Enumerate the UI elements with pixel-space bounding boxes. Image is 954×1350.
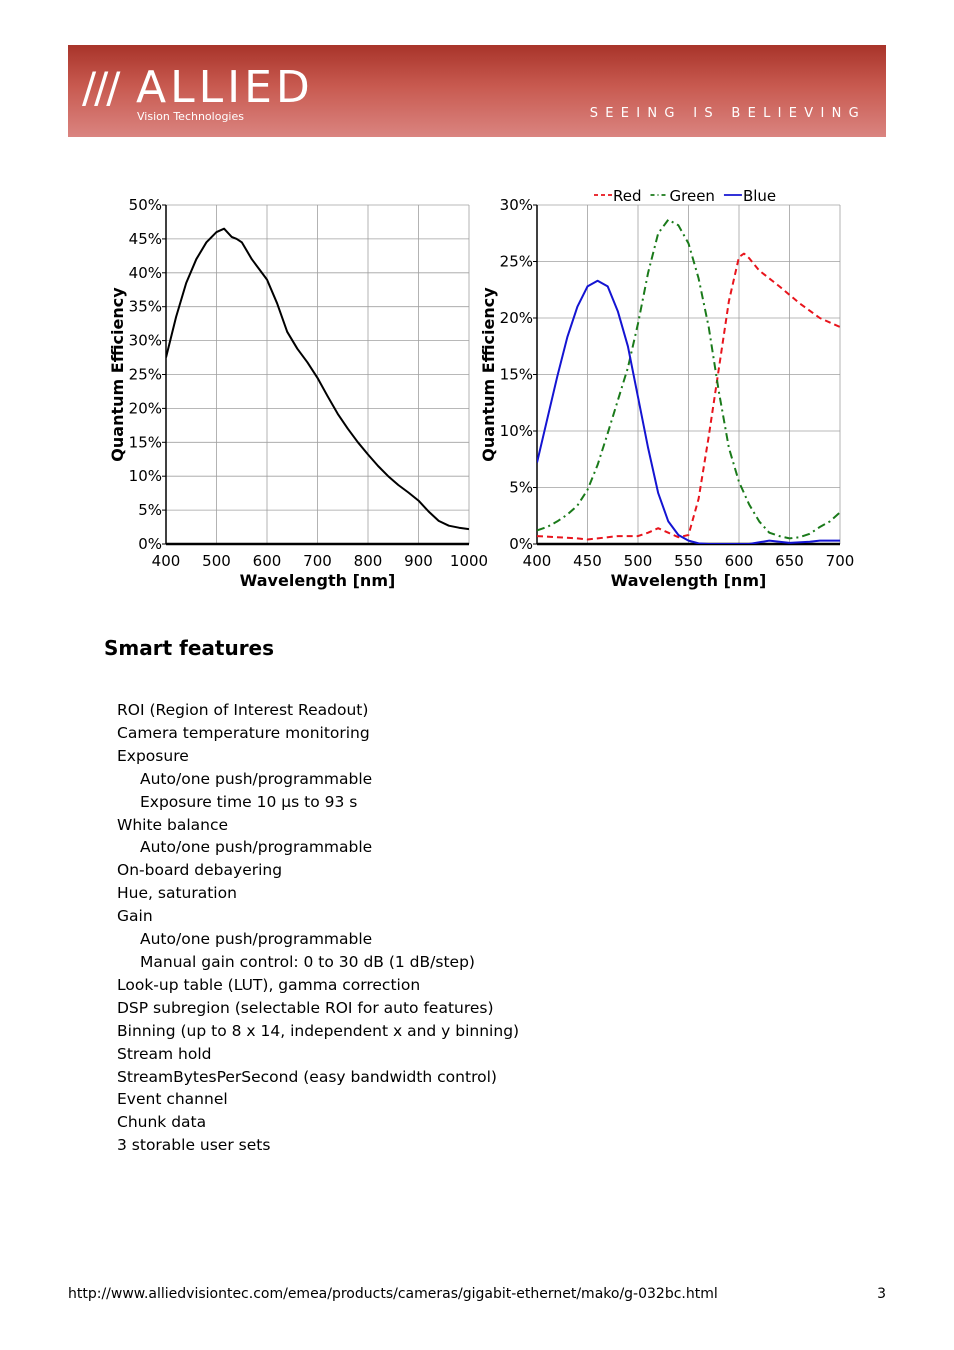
y-tick-label: 50% [128,196,162,214]
feature-item: Binning (up to 8 x 14, independent x and y binning) [117,1021,520,1040]
y-tick-label: 45% [128,229,162,248]
y-tick-label: 5% [138,501,162,520]
y-tick-label: 40% [128,263,162,282]
feature-item: Stream hold [117,1044,212,1063]
feature-item: Exposure [117,746,189,765]
x-tick-label: 500 [623,552,653,570]
x-tick-label: 550 [674,552,703,570]
x-tick-label: 700 [303,552,332,570]
feature-item: Look-up table (LUT), gamma correction [117,975,421,994]
y-axis-label: Quantum Efficiency [108,287,127,462]
y-tick-label: 20% [499,309,533,327]
feature-item: Event channel [117,1090,228,1109]
x-tick-label: 450 [573,552,602,570]
y-tick-label: 30% [499,196,533,214]
x-tick-label: 650 [775,552,804,570]
x-axis-label: Wavelength [nm] [610,571,767,590]
chart-legend [594,187,776,205]
feature-item: On-board debayering [117,861,283,880]
feature-item: Camera temperature monitoring [117,723,370,742]
feature-item: Hue, saturation [117,884,237,903]
feature-item: StreamBytesPerSecond (easy bandwidth control) [117,1067,497,1086]
y-axis-label: Quantum Efficiency [479,287,498,462]
legend-label: Blue [742,187,777,205]
section-title: Smart features [104,636,275,660]
right-chart [479,187,854,590]
x-tick-label: 400 [151,552,181,570]
feature-item: White balance [117,815,229,834]
x-tick-label: 500 [202,552,231,570]
y-tick-label: 5% [509,478,533,497]
feature-item: Exposure time 10 µs to 93 s [140,792,358,811]
feature-item: Chunk data [117,1113,207,1132]
logo-slashes: /// [82,63,119,112]
y-tick-label: 15% [499,365,533,384]
feature-item: Auto/one push/programmable [140,930,373,949]
x-tick-label: 600 [252,552,282,570]
x-tick-label: 400 [522,552,552,570]
y-tick-label: 35% [128,297,162,316]
y-tick-label: 15% [128,433,162,452]
y-tick-label: 25% [128,365,162,384]
feature-item: Gain [117,907,153,926]
x-tick-label: 600 [724,552,754,570]
y-tick-label: 25% [499,252,533,271]
feature-item: Auto/one push/programmable [140,769,373,788]
x-tick-label: 1000 [449,552,489,570]
feature-list [117,699,519,1157]
logo-subtitle: Vision Technologies [137,110,244,123]
footer-url: http://www.alliedvisiontec.com/emea/products/cameras/gigabit-ethernet/mako/g-032bc.html [68,1286,718,1302]
feature-item: ROI (Region of Interest Readout) [117,701,369,719]
feature-item: Auto/one push/programmable [140,838,373,857]
quantum-efficiency-charts [0,0,954,620]
feature-item: Manual gain control: 0 to 30 dB (1 dB/step) [140,952,475,971]
logo-word: ALLIED [136,62,314,113]
left-chart [108,196,488,590]
x-tick-label: 900 [404,552,433,570]
y-tick-label: 30% [128,331,162,350]
tagline: SEEING IS BELIEVING [589,106,866,121]
y-tick-label: 0% [509,535,533,553]
page-number: 3 [877,1286,886,1302]
legend-label: Green [669,187,715,205]
feature-item: 3 storable user sets [117,1136,271,1155]
y-tick-label: 20% [128,399,162,418]
y-tick-label: 0% [138,535,162,553]
x-axis-label: Wavelength [nm] [239,571,396,590]
x-tick-label: 700 [825,552,855,570]
x-tick-label: 800 [353,552,383,570]
legend-label: Red [613,187,642,205]
feature-item: DSP subregion (selectable ROI for auto features) [117,998,494,1017]
y-tick-label: 10% [128,467,162,486]
y-tick-label: 10% [499,422,533,440]
